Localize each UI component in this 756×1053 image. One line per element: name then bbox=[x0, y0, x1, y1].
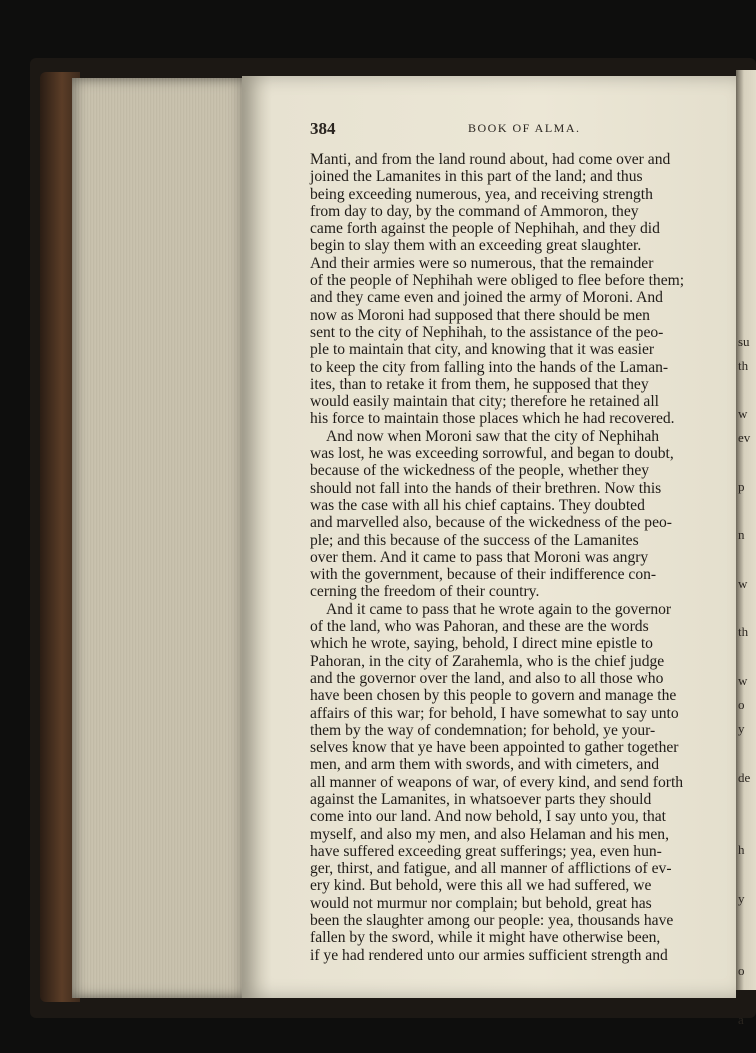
text-line: and marvelled also, because of the wickedness of the peo- bbox=[310, 514, 672, 532]
text-line: ple to maintain that city, and knowing that it was easier bbox=[310, 341, 655, 359]
text-line: ger, thirst, and fatigue, and all manner of afflictions of ev- bbox=[310, 860, 672, 878]
text-line: because of the wickedness of the people, whether they bbox=[310, 462, 650, 480]
text-line: to keep the city from falling into the hands of the Laman- bbox=[310, 358, 669, 376]
text-line: Manti, and from the land round about, had come over and bbox=[310, 151, 671, 168]
edge-text-fragment: o bbox=[738, 696, 745, 712]
edge-text-fragment: th bbox=[738, 624, 749, 640]
text-line: joined the Lamanites in this part of the land; and thus bbox=[310, 168, 643, 186]
edge-text-fragment: y bbox=[738, 890, 745, 906]
text-line: been the slaughter among our people: yea, thousands have bbox=[310, 912, 674, 930]
text-line: And their armies were so numerous, that the remainder bbox=[310, 254, 654, 272]
text-line: selves know that ye have been appointed to gather together bbox=[310, 739, 679, 757]
text-line: of the people of Nephihah were obliged to flee before them; bbox=[310, 272, 685, 290]
text-line: and the governor over the land, and also to all those who bbox=[310, 669, 664, 687]
text-line: now as Moroni had supposed that there should be men bbox=[310, 306, 650, 324]
text-line: if ye had rendered unto our armies sufficient strength and bbox=[310, 946, 668, 964]
text-line: his force to maintain those places which he had recovered. bbox=[310, 410, 675, 428]
text-line: come into our land. And now behold, I say unto you, that bbox=[310, 808, 667, 826]
text-line: fallen by the sword, while it might have otherwise been, bbox=[310, 929, 661, 947]
edge-text-fragment: ev bbox=[738, 430, 751, 446]
text-line: have suffered exceeding great sufferings; yea, even hun- bbox=[310, 842, 662, 860]
edge-text-fragment: w bbox=[738, 672, 748, 688]
text-line: would not murmur nor complain; but behold, great has bbox=[310, 894, 652, 912]
edge-text-fragment: de bbox=[738, 769, 751, 785]
edge-text-fragment: h bbox=[738, 842, 745, 858]
page-header bbox=[310, 119, 720, 137]
text-line: them by the way of condemnation; for behold, ye your- bbox=[310, 721, 656, 739]
text-line: begin to slay them with an exceeding great slaughter. bbox=[310, 237, 642, 255]
text-line: should not fall into the hands of their brethren. Now this bbox=[310, 479, 662, 497]
edge-text-fragment: y bbox=[738, 721, 745, 737]
text-line: which he wrote, saying, behold, I direct mine epistle to bbox=[310, 635, 653, 653]
text-line: from day to day, by the command of Ammoron, they bbox=[310, 202, 639, 220]
text-line: and they came even and joined the army of Moroni. And bbox=[310, 289, 663, 307]
text-line: have been chosen by this people to govern and manage the bbox=[310, 687, 677, 705]
text-line: came forth against the people of Nephihah, and they did bbox=[310, 220, 660, 238]
text-line: against the Lamanites, in whatsoever parts they should bbox=[310, 790, 652, 808]
text-line: myself, and also my men, and also Helaman and his men, bbox=[310, 825, 670, 843]
text-line: sent to the city of Nephihah, to the assistance of the peo- bbox=[310, 323, 664, 341]
text-line: with the government, because of their indifference con- bbox=[310, 566, 657, 584]
text-line: being exceeding numerous, yea, and receiving strength bbox=[310, 185, 653, 203]
text-line: And now when Moroni saw that the city of Nephihah bbox=[326, 427, 660, 445]
edge-text-fragment: w bbox=[738, 575, 748, 591]
page-number: 384 bbox=[310, 119, 336, 138]
edge-text-fragment: n bbox=[738, 527, 745, 543]
edge-text-fragment: w bbox=[738, 406, 748, 422]
text-line: would easily maintain that city; therefore he retained all bbox=[310, 393, 659, 411]
text-line: And it came to pass that he wrote again to the governor bbox=[326, 600, 672, 618]
page-body-text bbox=[310, 151, 720, 964]
text-line: ple; and this because of the success of the Lamanites bbox=[310, 531, 639, 549]
edge-text-fragment: p bbox=[738, 478, 745, 494]
edge-text-fragment: su bbox=[738, 333, 750, 349]
edge-text-fragment: a bbox=[738, 1011, 744, 1027]
text-line: Pahoran, in the city of Zarahemla, who is the chief judge bbox=[310, 652, 665, 670]
left-page-stack bbox=[72, 78, 250, 998]
text-line: affairs of this war; for behold, I have somewhat to say unto bbox=[310, 704, 679, 722]
text-line: over them. And it came to pass that Moroni was angry bbox=[310, 548, 649, 566]
text-line: of the land, who was Pahoran, and these are the words bbox=[310, 618, 649, 636]
text-line: ery kind. But behold, were this all we had suffered, we bbox=[310, 877, 652, 895]
edge-text-fragment: o bbox=[738, 963, 745, 979]
running-head: BOOK OF ALMA. bbox=[468, 121, 581, 135]
edge-text-fragment: th bbox=[738, 357, 749, 373]
text-line: ites, than to retake it from them, he supposed that they bbox=[310, 375, 649, 393]
text-line: men, and arm them with swords, and with cimeters, and bbox=[310, 756, 660, 774]
text-line: all manner of weapons of war, of every kind, and send forth bbox=[310, 773, 684, 791]
text-line: cerning the freedom of their country. bbox=[310, 583, 540, 601]
text-line: was lost, he was exceeding sorrowful, and began to doubt, bbox=[310, 445, 674, 463]
text-line: was the case with all his chief captains. They doubted bbox=[310, 496, 645, 514]
